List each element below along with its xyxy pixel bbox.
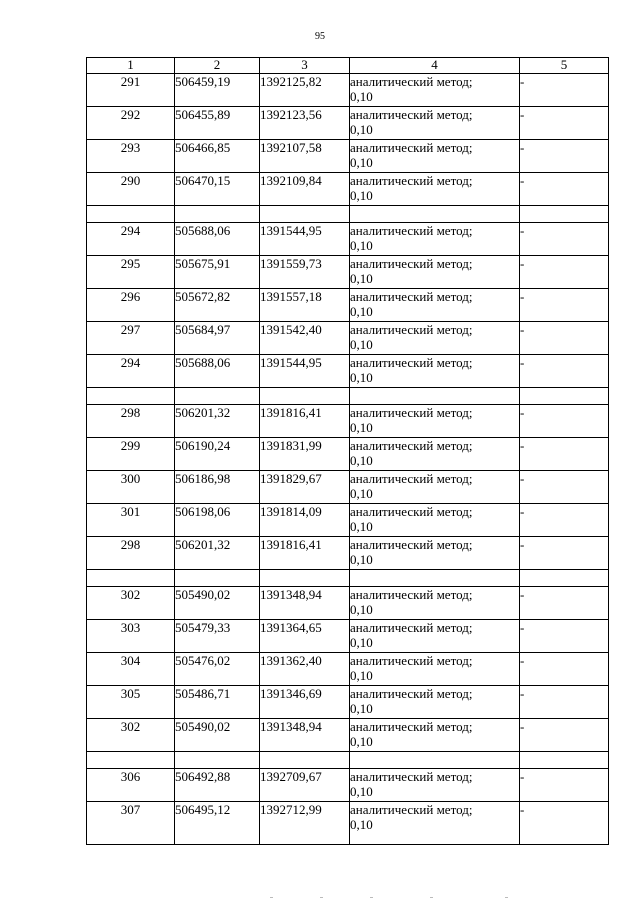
precision-text: 0,10 [350,701,373,716]
precision-text: 0,10 [350,238,373,253]
method-text: аналитический метод; [350,471,473,486]
precision-text: 0,10 [350,734,373,749]
empty-cell [175,206,260,223]
coordinate-x-cell: 506190,24 [175,438,260,471]
method-text: аналитический метод; [350,74,473,89]
header-col-2: 2 [175,58,260,74]
point-number-cell: 291 [87,74,175,107]
table-row [87,173,609,206]
table-row [87,322,609,355]
precision-text: 0,10 [350,668,373,683]
coordinate-x-cell: 505672,82 [175,289,260,322]
note-cell: - [520,256,609,289]
empty-cell [350,206,520,223]
precision-text: 0,10 [350,188,373,203]
method-text: аналитический метод; [350,686,473,701]
precision-text: 0,10 [350,122,373,137]
method-cell [350,438,520,471]
header-row [87,58,609,74]
coordinate-x-cell: 506492,88 [175,769,260,802]
point-number-cell: 293 [87,140,175,173]
point-number-cell: 294 [87,223,175,256]
empty-cell [87,570,175,587]
coordinate-x-cell: 505486,71 [175,686,260,719]
empty-cell [520,570,609,587]
method-text: аналитический метод; [350,256,473,271]
note-cell: - [520,405,609,438]
precision-text: 0,10 [350,817,373,832]
coordinate-x-cell: 506459,19 [175,74,260,107]
empty-cell [350,388,520,405]
precision-text: 0,10 [350,519,373,534]
point-number-cell: 299 [87,438,175,471]
coordinate-x-cell: 505688,06 [175,223,260,256]
method-text: аналитический метод; [350,405,473,420]
empty-cell [520,752,609,769]
method-text: аналитический метод; [350,289,473,304]
coordinate-x-cell: 506470,15 [175,173,260,206]
note-cell: - [520,289,609,322]
method-text: аналитический метод; [350,140,473,155]
empty-cell [175,388,260,405]
table-row [87,587,609,620]
method-text: аналитический метод; [350,620,473,635]
table-row [87,686,609,719]
method-cell [350,769,520,802]
method-cell [350,405,520,438]
point-number-cell: 290 [87,173,175,206]
header-col-5: 5 [520,58,609,74]
coordinate-x-cell: 506455,89 [175,107,260,140]
method-cell [350,256,520,289]
coordinate-x-cell: 505490,02 [175,719,260,752]
group-separator-row [87,570,609,587]
precision-text: 0,10 [350,155,373,170]
method-cell [350,587,520,620]
method-cell [350,140,520,173]
coordinate-y-cell: 1392709,67 [260,769,350,802]
table-row [87,653,609,686]
method-cell [350,107,520,140]
precision-text: 0,10 [350,337,373,352]
coordinate-x-cell: 505476,02 [175,653,260,686]
precision-text: 0,10 [350,370,373,385]
table-row [87,719,609,752]
method-cell [350,504,520,537]
method-text: аналитический метод; [350,537,473,552]
note-cell: - [520,686,609,719]
method-cell [350,355,520,388]
note-cell: - [520,504,609,537]
method-cell [350,537,520,570]
note-cell: - [520,802,609,845]
coordinate-y-cell: 1392107,58 [260,140,350,173]
precision-text: 0,10 [350,635,373,650]
coordinate-y-cell: 1392123,56 [260,107,350,140]
coordinate-y-cell: 1391814,09 [260,504,350,537]
point-number-cell: 305 [87,686,175,719]
coordinate-y-cell: 1391816,41 [260,405,350,438]
point-number-cell: 302 [87,587,175,620]
group-separator-row [87,206,609,223]
empty-cell [175,570,260,587]
table-row [87,223,609,256]
note-cell: - [520,355,609,388]
note-cell: - [520,322,609,355]
point-number-cell: 297 [87,322,175,355]
coordinate-x-cell: 506201,32 [175,405,260,438]
coordinate-y-cell: 1392712,99 [260,802,350,845]
coordinate-y-cell: 1391544,95 [260,355,350,388]
note-cell: - [520,537,609,570]
method-cell [350,223,520,256]
method-cell [350,173,520,206]
coordinate-x-cell: 505684,97 [175,322,260,355]
coordinate-x-cell: 506186,98 [175,471,260,504]
method-cell [350,653,520,686]
header-col-1: 1 [87,58,175,74]
coordinate-y-cell: 1391362,40 [260,653,350,686]
group-separator-row [87,752,609,769]
coordinate-y-cell: 1391364,65 [260,620,350,653]
point-number-cell: 302 [87,719,175,752]
method-text: аналитический метод; [350,587,473,602]
table-row [87,405,609,438]
empty-cell [350,570,520,587]
point-number-cell: 303 [87,620,175,653]
empty-cell [260,752,350,769]
method-text: аналитический метод; [350,653,473,668]
table-row [87,256,609,289]
coordinate-x-cell: 506198,06 [175,504,260,537]
coordinate-x-cell: 506466,85 [175,140,260,173]
table-row [87,74,609,107]
coordinate-y-cell: 1391816,41 [260,537,350,570]
table-row [87,438,609,471]
table-row [87,107,609,140]
coordinate-y-cell: 1391557,18 [260,289,350,322]
method-text: аналитический метод; [350,322,473,337]
coordinates-table [86,57,609,845]
table-row [87,471,609,504]
table-row [87,537,609,570]
method-text: аналитический метод; [350,802,473,817]
precision-text: 0,10 [350,89,373,104]
note-cell: - [520,107,609,140]
method-text: аналитический метод; [350,438,473,453]
empty-cell [260,206,350,223]
note-cell: - [520,653,609,686]
empty-cell [350,752,520,769]
coordinate-x-cell: 505688,06 [175,355,260,388]
point-number-cell: 296 [87,289,175,322]
precision-text: 0,10 [350,420,373,435]
point-number-cell: 295 [87,256,175,289]
page-number: 95 [315,31,325,42]
precision-text: 0,10 [350,784,373,799]
coordinate-x-cell: 506495,12 [175,802,260,845]
coordinate-y-cell: 1391829,67 [260,471,350,504]
precision-text: 0,10 [350,552,373,567]
note-cell: - [520,173,609,206]
coordinate-y-cell: 1391348,94 [260,719,350,752]
header-col-3: 3 [260,58,350,74]
empty-cell [520,206,609,223]
coordinate-y-cell: 1391346,69 [260,686,350,719]
method-cell [350,289,520,322]
empty-cell [87,752,175,769]
table-body [87,74,609,845]
note-cell: - [520,140,609,173]
header-col-4: 4 [350,58,520,74]
note-cell: - [520,620,609,653]
table-row [87,620,609,653]
empty-cell [260,388,350,405]
method-text: аналитический метод; [350,173,473,188]
note-cell: - [520,74,609,107]
method-text: аналитический метод; [350,107,473,122]
point-number-cell: 304 [87,653,175,686]
point-number-cell: 306 [87,769,175,802]
table-row [87,289,609,322]
table-row [87,504,609,537]
precision-text: 0,10 [350,453,373,468]
coordinate-y-cell: 1392109,84 [260,173,350,206]
point-number-cell: 294 [87,355,175,388]
method-text: аналитический метод; [350,504,473,519]
method-cell [350,322,520,355]
coordinate-x-cell: 505479,33 [175,620,260,653]
method-cell [350,620,520,653]
method-cell [350,74,520,107]
empty-cell [175,752,260,769]
coordinate-x-cell: 505675,91 [175,256,260,289]
empty-cell [260,570,350,587]
table-row [87,769,609,802]
table-header [87,58,609,74]
note-cell: - [520,438,609,471]
empty-cell [520,388,609,405]
precision-text: 0,10 [350,602,373,617]
coordinate-y-cell: 1391542,40 [260,322,350,355]
coordinate-y-cell: 1392125,82 [260,74,350,107]
method-cell [350,471,520,504]
point-number-cell: 307 [87,802,175,845]
coordinate-x-cell: 506201,32 [175,537,260,570]
precision-text: 0,10 [350,271,373,286]
method-cell [350,802,520,845]
table-row [87,355,609,388]
point-number-cell: 301 [87,504,175,537]
method-text: аналитический метод; [350,223,473,238]
precision-text: 0,10 [350,304,373,319]
note-cell: - [520,587,609,620]
table-row [87,802,609,845]
empty-cell [87,388,175,405]
note-cell: - [520,769,609,802]
method-text: аналитический метод; [350,719,473,734]
point-number-cell: 298 [87,537,175,570]
note-cell: - [520,471,609,504]
note-cell: - [520,719,609,752]
point-number-cell: 298 [87,405,175,438]
point-number-cell: 300 [87,471,175,504]
method-text: аналитический метод; [350,769,473,784]
method-cell [350,719,520,752]
coordinate-y-cell: 1391831,99 [260,438,350,471]
precision-text: 0,10 [350,486,373,501]
method-text: аналитический метод; [350,355,473,370]
coordinate-x-cell: 505490,02 [175,587,260,620]
empty-cell [87,206,175,223]
scan-artifacts [0,893,640,905]
table-row [87,140,609,173]
point-number-cell: 292 [87,107,175,140]
group-separator-row [87,388,609,405]
coordinate-y-cell: 1391544,95 [260,223,350,256]
note-cell: - [520,223,609,256]
coordinate-y-cell: 1391348,94 [260,587,350,620]
method-cell [350,686,520,719]
coordinate-y-cell: 1391559,73 [260,256,350,289]
